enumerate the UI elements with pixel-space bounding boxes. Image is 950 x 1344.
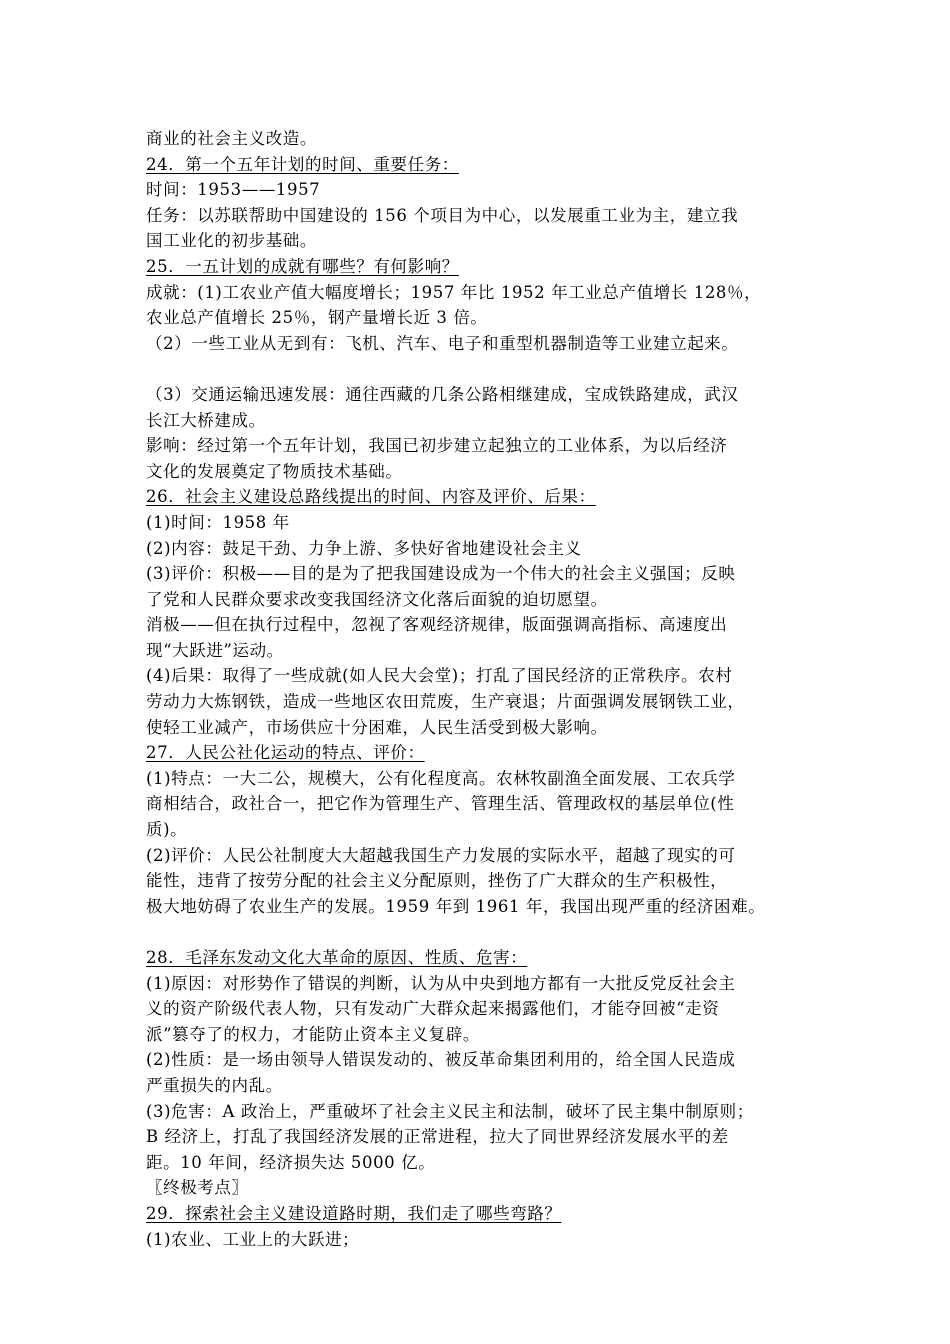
text-line: 距。10 年间，经济损失达 5000 亿。 — [146, 1152, 436, 1172]
text-line: 成就：(1)工农业产值大幅度增长；1957 年比 1952 年工业总产值增长 128％， — [146, 282, 762, 302]
text-line: 商相结合，政社合一，把它作为管理生产、管理生活、管理政权的基层单位(性 — [146, 794, 735, 814]
text-line: 了党和人民群众要求改变我国经济文化落后面貌的迫切愿望。 — [146, 589, 608, 609]
text-line: 影响：经过第一个五年计划，我国已初步建立起独立的工业体系，为以后经济 — [146, 436, 728, 456]
question-heading: 27．人民公社化运动的特点、评价： — [146, 743, 425, 763]
text-line: 现“大跃进”运动。 — [146, 640, 284, 660]
text-line: 义的资产阶级代表人物，只有发动广大群众起来揭露他们，才能夺回被“走资 — [146, 999, 720, 1019]
text-line: (2)评价：人民公社制度大大超越我国生产力发展的实际水平，超越了现实的可 — [146, 845, 736, 865]
text-line: 商业的社会主义改造。 — [146, 129, 317, 148]
text-line: 能性，违背了按劳分配的社会主义分配原则，挫伤了广大群众的生产积极性， — [146, 871, 728, 891]
text-line: 派”篡夺了的权力，才能防止资本主义复辟。 — [146, 1024, 480, 1044]
text-line: 严重损失的内乱。 — [146, 1075, 283, 1095]
text-line: (3)评价：积极——目的是为了把我国建设成为一个伟大的社会主义强国；反映 — [146, 564, 736, 584]
text-line: (3)危害：A 政治上，严重破坏了社会主义民主和法制，破坏了民主集中制原则； — [146, 1101, 754, 1121]
text-line: 长江大桥建成。 — [146, 410, 266, 430]
text-line: 使轻工业减产，市场供应十分困难，人民生活受到极大影响。 — [146, 717, 608, 737]
text-line: (4)后果：取得了一些成就(如人民大会堂)；打乱了国民经济的正常秩序。农村 — [146, 666, 733, 686]
question-heading: 29．探索社会主义建设道路时期，我们走了哪些弯路？ — [146, 1203, 562, 1223]
document-page — [146, 126, 814, 1252]
text-line: B 经济上，打乱了我国经济发展的正常进程，拉大了同世界经济发展水平的差 — [146, 1127, 729, 1147]
text-line: 〖终极考点〗 — [146, 1178, 249, 1198]
text-line: 国工业化的初步基础。 — [146, 231, 317, 251]
blank-line — [146, 919, 814, 945]
question-heading: 28．毛泽东发动文化大革命的原因、性质、危害： — [146, 948, 528, 967]
text-line: 极大地妨碍了农业生产的发展。1959 年到 1961 年，我国出现严重的经济困难。 — [146, 896, 766, 916]
question-heading: 24．第一个五年计划的时间、重要任务： — [146, 154, 459, 174]
text-line: (1)原因：对形势作了错误的判断，认为从中央到地方都有一大批反党反社会主 — [146, 973, 736, 993]
text-line: 消极——但在执行过程中，忽视了客观经济规律，版面强调高指标、高速度出 — [146, 615, 728, 635]
text-line: 农业总产值增长 25％，钢产量增长近 3 倍。 — [146, 308, 488, 328]
text-line: (1)时间：1958 年 — [146, 512, 290, 532]
text-line: （3）交通运输迅速发展：通往西藏的几条公路相继建成，宝成铁路建成，武汉 — [146, 384, 739, 404]
text-line: 任务：以苏联帮助中国建设的 156 个项目为中心，以发展重工业为主，建立我 — [146, 205, 739, 225]
question-heading: 25．一五计划的成就有哪些？有何影响？ — [146, 256, 459, 276]
text-line: 文化的发展奠定了物质技术基础。 — [146, 461, 403, 481]
text-line: 劳动力大炼钢铁，造成一些地区农田荒废，生产衰退；片面强调发展钢铁工业， — [146, 692, 745, 712]
blank-line — [146, 356, 814, 382]
text-line: 质)。 — [146, 820, 188, 840]
text-line: (1)农业、工业上的大跃进； — [146, 1229, 360, 1249]
text-line: (2)性质：是一场由领导人错误发动的、被反革命集团利用的，给全国人民造成 — [146, 1050, 736, 1070]
text-line: 时间：1953——1957 — [146, 180, 321, 200]
question-heading: 26．社会主义建设总路线提出的时间、内容及评价、后果： — [146, 487, 596, 507]
text-line: (2)内容：鼓足干劲、力争上游、多快好省地建设社会主义 — [146, 538, 582, 558]
text-line: （2）一些工业从无到有：飞机、汽车、电子和重型机器制造等工业建立起来。 — [146, 333, 739, 353]
text-line: (1)特点：一大二公，规模大，公有化程度高。农林牧副渔全面发展、工农兵学 — [146, 768, 736, 788]
